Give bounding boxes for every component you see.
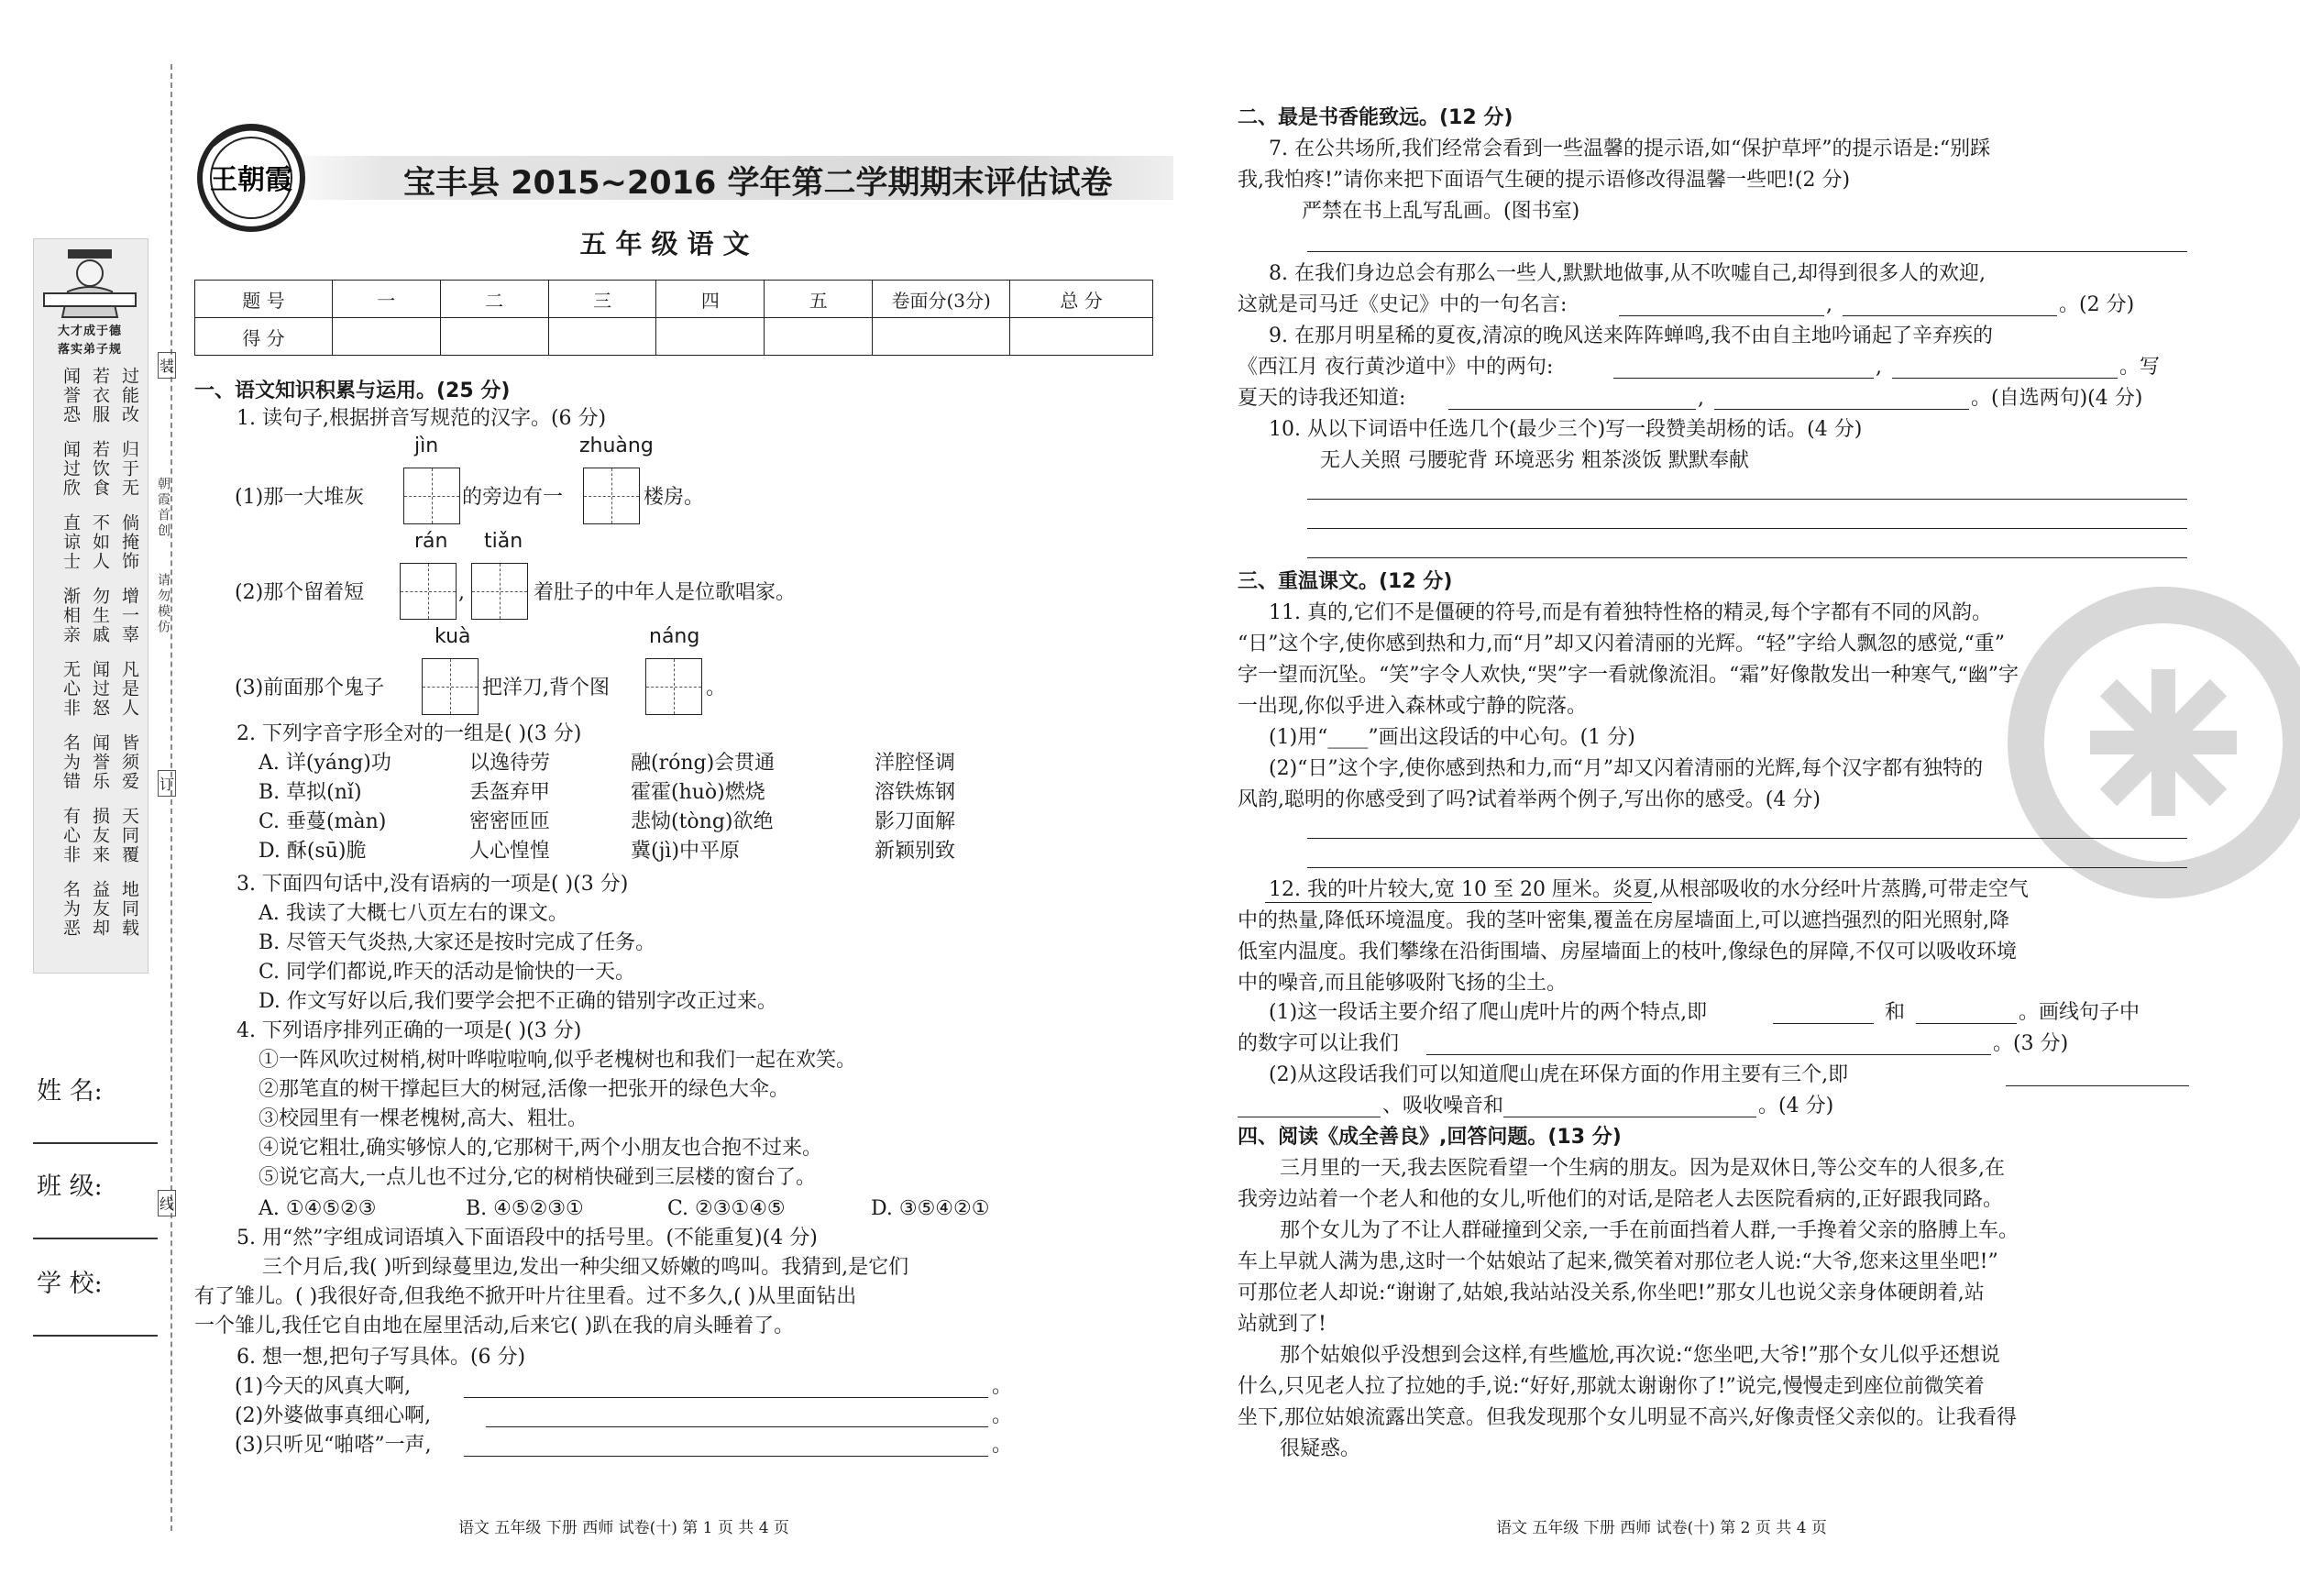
proverb-column: 若饮食 [90, 440, 110, 498]
right-footer: 语文 五年级 下册 西师 试卷(十) 第 2 页 共 4 页 [1496, 1519, 1827, 1537]
proverb-column: 益友却 [90, 880, 110, 938]
q2-option-cell: 溶铁炼钢 [875, 781, 956, 804]
proverb-column: 直谅士 [61, 513, 81, 571]
q12-1-answer-line-2[interactable] [1916, 1023, 2017, 1024]
q2-option-cell: 冀(jì)中平原 [631, 840, 741, 863]
proverb-column: 若衣服 [90, 367, 110, 424]
q11-2-line-2: 风韵,聪明的你感受到了吗?试着举两个例子,写出你的感受。(4 分) [1238, 788, 1821, 811]
brand-logo-icon [194, 117, 314, 235]
q12-passage-line: 低室内温度。我们攀缘在沿街围墙、房屋墙面上的枝叶,像绿色的屏障,不仅可以吸收环境 [1238, 941, 2017, 963]
proverb-column: 闻誉乐 [90, 733, 110, 791]
q10-answer-line[interactable] [1307, 557, 2187, 558]
q1-2-text-a: (2)那个留着短 [235, 581, 365, 604]
q9-line-1: 9. 在那月明星稀的夏夜,清凉的晚风送来阵阵蝉鸣,我不由自主地吟诵起了辛弃疾的 [1269, 325, 1993, 347]
q2-option-cell: 丢盔弃甲 [469, 781, 551, 804]
q6-3-text: (3)只听见“啪嗒”一声, [235, 1434, 432, 1457]
q2-option-cell: A. 详(yáng)功 [259, 752, 391, 775]
score-cell: 卷面分(3分) [873, 281, 1010, 318]
q7-line-2: 我,我怕疼!”请你来把下面语气生硬的提示语修改得温馨一些吧!(2 分) [1238, 169, 1851, 192]
q2-option-cell: 新颖别致 [875, 840, 956, 863]
q5-line-1: 三个月后,我( )听到绿蔓里边,发出一种尖细又娇嫩的鸣叫。我猜到,是它们 [262, 1256, 909, 1279]
q5-prompt: 5. 用“然”字组成词语填入下面语段中的括号里。(不能重复)(4 分) [237, 1227, 818, 1249]
exam-subtitle: 五年级语文 [579, 228, 759, 259]
reading-passage-line: 很疑惑。 [1280, 1437, 1361, 1460]
q3-option: B. 尽管天气炎热,大家还是按时完成了任务。 [259, 931, 656, 954]
proverb-column: 闻过怒 [90, 660, 110, 718]
pinyin-nang: náng [649, 625, 700, 648]
q12-1-text-e: 。(3 分) [1993, 1032, 2069, 1055]
q10-answer-line[interactable] [1307, 499, 2187, 500]
q9-end-2: 。(自选两句)(4 分) [1971, 387, 2143, 410]
q10-words: 无人关照 弓腰驼背 环境恶劣 粗茶淡饭 默默奉献 [1320, 449, 1749, 472]
q8-end: 。(2 分) [2059, 293, 2135, 316]
q9-answer-line-4[interactable] [1714, 409, 1969, 410]
score-input-cell[interactable] [440, 318, 548, 356]
margin-motto-1: 大才成于德 [57, 325, 122, 338]
q4-option: C. ②③①④⑤ [667, 1197, 786, 1220]
score-input-cell[interactable] [765, 318, 873, 356]
q2-option-cell: 悲恸(tòng)欲绝 [631, 810, 774, 833]
q10-answer-line[interactable] [1307, 528, 2187, 529]
proverb-column: 归于无 [119, 440, 139, 498]
section-4-heading: 四、阅读《成全善良》,回答问题。(13 分) [1238, 1126, 1622, 1149]
reading-passage-line: 可那位老人却说:“谢谢了,姑娘,我站站没关系,你坐吧!”那女儿也说父亲身体硬朗着,站 [1238, 1282, 1985, 1304]
q1-1-text-c: 楼房。 [644, 486, 705, 509]
reading-passage-line: 三月里的一天,我去医院看望一个生病的朋友。因为是双休日,等公交车的人很多,在 [1280, 1157, 2005, 1180]
q1-3-text-b: 把洋刀,背个图 [482, 677, 610, 699]
q2-option-cell: 洋腔怪调 [875, 752, 956, 775]
q5-line-3: 一个雏儿,我任它自由地在屋里活动,后来它( )趴在我的肩头睡着了。 [194, 1315, 795, 1337]
reading-passage-line: 坐下,那位姑娘流露出笑意。但我发现那个女儿明显不高兴,好像责怪父亲似的。让我看得 [1238, 1406, 2017, 1429]
reading-passage-line: 那个女儿为了不让人群碰撞到父亲,一手在前面挡着人群,一手搀着父亲的胳膊上车。 [1280, 1219, 2019, 1242]
logo-text: 王朝霞 [210, 164, 292, 196]
q4-option: B. ④⑤②③① [466, 1197, 584, 1220]
q12-1-answer-line-1[interactable] [1773, 1023, 1874, 1024]
score-cell: 总 分 [1010, 281, 1153, 318]
section-2-heading: 二、最是书香能致远。(12 分) [1238, 106, 1513, 129]
q8-answer-line-2[interactable] [1843, 315, 2057, 316]
binding-mark-1: 装 [158, 352, 176, 379]
char-box[interactable] [400, 563, 457, 620]
q6-2-period: 。 [992, 1404, 1013, 1427]
score-cell: 五 [765, 281, 873, 318]
pinyin-jin: jìn [414, 435, 439, 457]
q2-option-cell: 以逸待劳 [469, 752, 551, 775]
pinyin-ran: rán [414, 530, 448, 553]
q12-passage-line: 12. 我的叶片较大,宽 10 至 20 厘米。炎夏,从根部吸收的水分经叶片蒸腾,可带走空气 [1269, 878, 2029, 901]
q8-comma: , [1826, 293, 1832, 316]
seal-watermark-icon [2008, 587, 2300, 898]
q11-passage-line: 一出现,你似乎进入森林或宁静的院落。 [1238, 695, 1587, 718]
score-cell: 得 分 [195, 318, 333, 356]
q3-option: A. 我读了大概七八页左右的课文。 [259, 902, 568, 925]
q12-2-answer-line-1[interactable] [2006, 1085, 2189, 1086]
char-box[interactable] [471, 563, 528, 620]
q11-passage-line: 字一望而沉坠。“笑”字令人欢快,“哭”字一看就像流泪。“霜”好像散发出一种寒气,“幽”字 [1238, 664, 2019, 687]
school-field[interactable] [33, 1335, 158, 1337]
char-box[interactable] [422, 658, 479, 715]
q5-line-2: 有了雏儿。( )我很好奇,但我绝不掀开叶片往里看。过不多久,( )从里面钻出 [194, 1285, 857, 1308]
proverb-column: 闻誉恐 [61, 367, 81, 424]
q6-3-period: 。 [992, 1434, 1013, 1457]
q12-2-text-c: 。(4 分) [1758, 1095, 1834, 1117]
class-field[interactable] [33, 1238, 158, 1239]
q7-line-3: 严禁在书上乱写乱画。(图书室) [1302, 200, 1580, 223]
q4-sentence: ④说它粗壮,确实够惊人的,它那树干,两个小朋友也合抱不过来。 [259, 1137, 822, 1160]
section-1-heading: 一、语文知识积累与运用。(25 分) [194, 380, 511, 402]
q4-sentence: ①一阵风吹过树梢,树叶哗啦啦响,似乎老槐树也和我们一起在欢笑。 [259, 1049, 856, 1072]
q6-2-text: (2)外婆做事真细心啊, [235, 1404, 432, 1427]
proverb-column: 皆须爱 [119, 733, 139, 791]
score-input-cell[interactable] [873, 318, 1010, 356]
q12-underlined-sentence [1265, 902, 1652, 903]
name-field[interactable] [33, 1142, 158, 1144]
q9-line-2a: 《西江月 夜行黄沙道中》中的两句: [1238, 356, 1554, 379]
pinyin-zhuang: zhuàng [579, 435, 654, 457]
pinyin-tian: tiǎn [484, 530, 523, 553]
q1-prompt: 1. 读句子,根据拼音写规范的汉字。(6 分) [237, 407, 607, 430]
q2-option-cell: 人心惶惶 [469, 840, 551, 863]
proverb-column: 无心非 [61, 660, 81, 718]
proverb-grid [48, 367, 139, 953]
char-box[interactable] [645, 658, 702, 715]
q1-2-text-b: , [458, 581, 465, 604]
q2-option-cell: 融(róng)会贯通 [631, 752, 776, 775]
q6-2-answer-line[interactable] [486, 1426, 988, 1427]
q1-3-text-c: 。 [706, 677, 727, 699]
q9-answer-line-1[interactable] [1613, 378, 1874, 379]
q6-prompt: 6. 想一想,把句子写具体。(6 分) [237, 1346, 526, 1369]
reading-passage-line: 什么,只见老人拉了拉她的手,说:“好好,那就太谢谢你了!”说完,慢慢走到座位前微笑着 [1238, 1375, 1985, 1398]
score-input-cell[interactable] [656, 318, 765, 356]
q11-answer-line[interactable] [1307, 838, 2187, 839]
proverb-column: 过能改 [119, 367, 139, 424]
q4-prompt: 4. 下列语序排列正确的一项是( )(3 分) [237, 1019, 582, 1042]
q10-prompt: 10. 从以下词语中任选几个(最少三个)写一段赞美胡杨的话。(4 分) [1269, 418, 1863, 441]
q7-line-1: 7. 在公共场所,我们经常会看到一些温馨的提示语,如“保护草坪”的提示语是:“别踩 [1269, 138, 1991, 160]
q1-1-text-b: 的旁边有一 [462, 486, 564, 509]
q12-1-text-b: 和 [1885, 1001, 1906, 1024]
q3-option: C. 同学们都说,昨天的活动是愉快的一天。 [259, 961, 636, 984]
score-table [194, 280, 1153, 356]
proverb-column: 渐相亲 [61, 587, 81, 644]
vertical-note-2: 请勿模仿 [156, 573, 171, 635]
proverb-column: 有心非 [61, 807, 81, 864]
exam-title: 宝丰县 2015~2016 学年第二学期期末评估试卷 [403, 165, 1113, 202]
q1-2-text-c: 着肚子的中年人是位歌唱家。 [534, 581, 797, 604]
q9-answer-line-3[interactable] [1448, 409, 1696, 410]
q12-1-text-c: 。画线句子中 [2019, 1001, 2140, 1024]
reading-passage-line: 站就到了! [1238, 1313, 1326, 1336]
q2-option-cell: 霍霍(huò)燃烧 [631, 781, 765, 804]
q4-option: A. ①④⑤②③ [259, 1197, 377, 1220]
score-cell: 四 [656, 281, 765, 318]
q7-answer-line[interactable] [1307, 251, 2187, 252]
score-cell: 三 [548, 281, 656, 318]
q3-option: D. 作文写好以后,我们要学会把不正确的错别字改正过来。 [259, 990, 777, 1013]
pinyin-kua: kuà [435, 625, 471, 648]
char-box[interactable] [403, 468, 460, 524]
q8-line-2a: 这就是司马迁《史记》中的一句名言: [1238, 293, 1568, 316]
q4-sentence: ②那笔直的树干撑起巨大的树冠,活像一把张开的绿色大伞。 [259, 1078, 789, 1101]
proverb-column: 勿生戚 [90, 587, 110, 644]
score-table-score-row [195, 318, 1153, 356]
q2-option-cell: C. 垂蔓(màn) [259, 810, 387, 833]
binding-dashed-line [171, 64, 172, 1531]
q12-passage-line: 中的热量,降低环境温度。我的茎叶密集,覆盖在房屋墙面上,可以遮挡强烈的阳光照射,降 [1238, 909, 2009, 932]
q8-line-1: 8. 在我们身边总会有那么一些人,默默地做事,从不吹嘘自己,却得到很多人的欢迎, [1269, 262, 1986, 285]
q4-option: D. ③⑤④②① [871, 1197, 990, 1220]
q2-option-cell: 影刀面解 [875, 810, 956, 833]
q11-passage-line: 11. 真的,它们不是僵硬的符号,而是有着独特性格的精灵,每个字都有不同的风韵。 [1269, 601, 1992, 624]
score-table-header-row [195, 281, 1153, 318]
q4-sentence: ③校园里有一棵老槐树,高大、粗壮。 [259, 1107, 588, 1130]
q1-3-text-a: (3)前面那个鬼子 [235, 677, 385, 699]
class-label: 班 级: [37, 1172, 103, 1201]
score-cell: 一 [332, 281, 440, 318]
q12-1-text-d: 的数字可以让我们 [1238, 1032, 1400, 1055]
proverb-column: 损友来 [90, 807, 110, 864]
q6-1-period: 。 [992, 1375, 1013, 1398]
q11-answer-line[interactable] [1307, 867, 2187, 868]
binding-mark-3: 线 [158, 1190, 176, 1216]
q12-2-text-b: 、吸收噪音和 [1382, 1095, 1504, 1117]
q11-1: (1)用“____”画出这段话的中心句。(1 分) [1269, 726, 1635, 749]
scholar-figure-icon [40, 246, 139, 319]
binding-mark-2: 订 [158, 770, 176, 797]
q6-3-answer-line[interactable] [464, 1456, 988, 1457]
q12-passage-line: 中的噪音,而且能够吸附飞扬的尘土。 [1238, 972, 1567, 995]
proverb-column: 凡是人 [119, 660, 139, 718]
q6-1-answer-line[interactable] [464, 1397, 988, 1398]
score-input-cell[interactable] [1010, 318, 1153, 356]
q4-sentence: ⑤说它高大,一点儿也不过分,它的树梢快碰到三层楼的窗台了。 [259, 1166, 816, 1189]
score-input-cell[interactable] [332, 318, 440, 356]
q11-2-line-1: (2)“日”这个字,使你感到热和力,而“月”却又闪着清丽的光辉,每个汉字都有独特的 [1269, 757, 1984, 780]
proverb-column: 不如人 [90, 513, 110, 571]
q12-1-answer-line-3[interactable] [1426, 1054, 1991, 1055]
q2-prompt: 2. 下列字音字形全对的一组是( )(3 分) [237, 722, 582, 745]
q1-1-text-a: (1)那一大堆灰 [235, 486, 365, 509]
left-footer: 语文 五年级 下册 西师 试卷(十) 第 1 页 共 4 页 [458, 1519, 789, 1537]
school-label: 学 校: [37, 1270, 103, 1298]
proverb-column: 地同载 [119, 880, 139, 938]
proverb-column: 名为恶 [61, 880, 81, 938]
score-input-cell[interactable] [548, 318, 656, 356]
q9-comma-2: , [1698, 387, 1704, 410]
reading-passage-line: 我旁边站着一个老人和他的女儿,听他们的对话,是陪老人去医院看病的,正好跟我同路。 [1238, 1188, 2003, 1211]
q12-1-text-a: (1)这一段话主要介绍了爬山虎叶片的两个特点,即 [1269, 1001, 1708, 1024]
reading-passage-line: 车上早就人满为患,这时一个姑娘站了起来,微笑着对那位老人说:“大爷,您来这里坐吧!” [1238, 1250, 1998, 1273]
q11-passage-line: “日”这个字,使你感到热和力,而“月”却又闪着清丽的光辉。“轻”字给人飘忽的感觉,“重” [1238, 633, 2005, 655]
proverb-column: 增一辜 [119, 587, 139, 644]
proverb-column: 倘掩饰 [119, 513, 139, 571]
reading-passage-line: 那个姑娘似乎没想到会这样,有些尴尬,再次说:“您坐吧,大爷!”那个女儿似乎还想说 [1280, 1344, 2000, 1367]
q9-answer-line-2[interactable] [1892, 378, 2118, 379]
proverb-column: 名为错 [61, 733, 81, 791]
name-label: 姓 名: [37, 1077, 103, 1106]
q2-option-cell: D. 酥(sū)脆 [259, 840, 367, 863]
section-3-heading: 三、重温课文。(12 分) [1238, 570, 1453, 593]
q12-2-text-a: (2)从这段话我们可以知道爬山虎在环保方面的作用主要有三个,即 [1269, 1063, 1849, 1086]
q9-comma-1: , [1876, 356, 1882, 379]
q6-1-text: (1)今天的风真大啊, [235, 1375, 412, 1398]
q3-prompt: 3. 下面四句话中,没有语病的一项是( )(3 分) [237, 873, 629, 896]
score-cell: 题 号 [195, 281, 333, 318]
margin-motto-2: 落实弟子规 [57, 343, 122, 357]
vertical-note-1: 朝霞首创 [156, 477, 171, 539]
q8-answer-line-1[interactable] [1619, 315, 1824, 316]
score-cell: 二 [440, 281, 548, 318]
q9-line-3a: 夏天的诗我还知道: [1238, 387, 1406, 410]
q2-option-cell: 密密匝匝 [469, 810, 551, 833]
q2-option-cell: B. 草拟(nǐ) [259, 781, 362, 804]
proverb-column: 闻过欣 [61, 440, 81, 498]
char-box[interactable] [583, 468, 640, 524]
q9-end-1: 。写 [2119, 356, 2161, 379]
proverb-column: 天同覆 [119, 807, 139, 864]
